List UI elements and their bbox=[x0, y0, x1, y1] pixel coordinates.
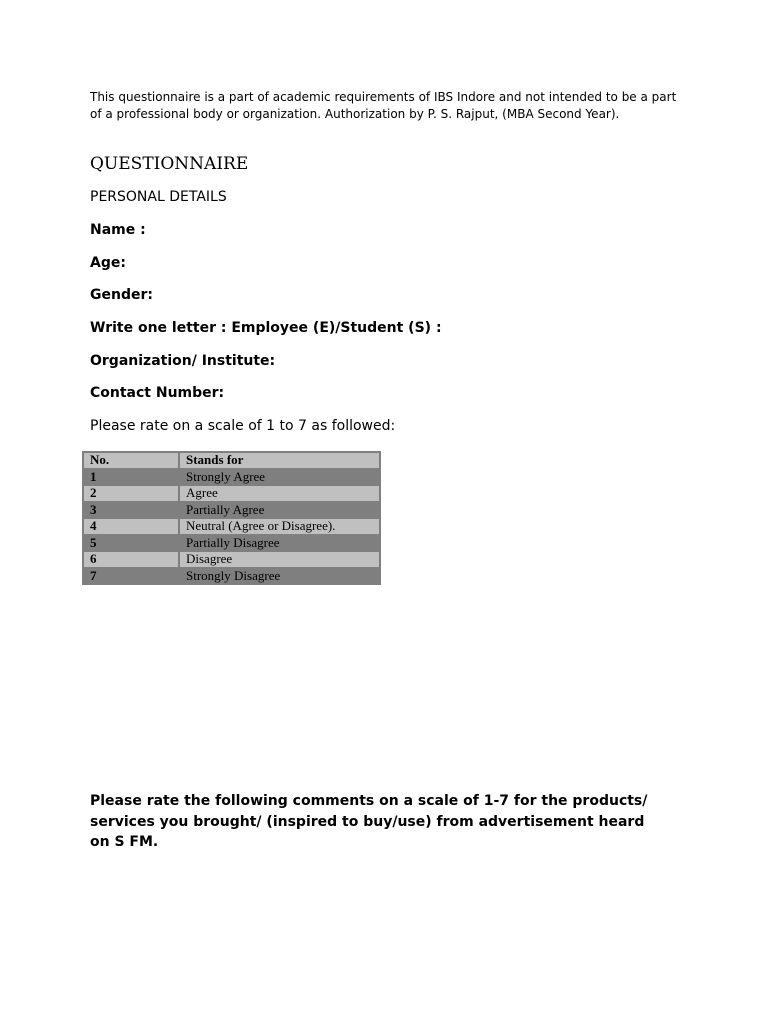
header-no: No. bbox=[84, 453, 178, 468]
row-number: 1 bbox=[84, 470, 178, 485]
rating-instruction-paragraph: Please rate the following comments on a scale of 1-7 for the products/ services you brought/ (inspired to buy/use) from advertisement heard on S FM. bbox=[90, 793, 648, 850]
name-field-label: Name : bbox=[90, 222, 146, 238]
row-number: 6 bbox=[84, 552, 178, 567]
row-meaning: Agree bbox=[180, 486, 379, 501]
age-field-label: Age: bbox=[90, 255, 126, 271]
row-meaning: Partially Agree bbox=[180, 503, 379, 518]
row-meaning: Strongly Agree bbox=[180, 470, 379, 485]
row-meaning: Disagree bbox=[180, 552, 379, 567]
row-meaning: Neutral (Agree or Disagree). bbox=[180, 519, 379, 534]
row-number: 7 bbox=[84, 569, 178, 584]
rating-scale-table bbox=[82, 451, 381, 585]
table-row bbox=[84, 536, 379, 551]
row-number: 3 bbox=[84, 503, 178, 518]
personal-details-heading: PERSONAL DETAILS bbox=[90, 189, 227, 205]
row-number: 5 bbox=[84, 536, 178, 551]
gender-field-label: Gender: bbox=[90, 287, 153, 303]
table-row bbox=[84, 552, 379, 567]
table-row bbox=[84, 470, 379, 485]
table-header-row bbox=[84, 453, 379, 468]
table-row bbox=[84, 569, 379, 584]
row-number: 4 bbox=[84, 519, 178, 534]
row-meaning: Partially Disagree bbox=[180, 536, 379, 551]
scale-instruction: Please rate on a scale of 1 to 7 as followed: bbox=[90, 418, 396, 434]
table-row bbox=[84, 519, 379, 534]
row-meaning: Strongly Disagree bbox=[180, 569, 379, 584]
organization-field-label: Organization/ Institute: bbox=[90, 353, 276, 369]
questionnaire-title: QUESTIONNAIRE bbox=[90, 154, 249, 174]
intro-paragraph: This questionnaire is a part of academic requirements of IBS Indore and not intended to be a part of a professional body or organization. Authorization by P. S. Rajput, (MBA Second Year). bbox=[90, 90, 677, 121]
row-number: 2 bbox=[84, 486, 178, 501]
contact-number-field-label: Contact Number: bbox=[90, 385, 225, 401]
table-row bbox=[84, 503, 379, 518]
occupation-field-label: Write one letter : Employee (E)/Student (S) : bbox=[90, 320, 442, 336]
header-stands-for: Stands for bbox=[180, 453, 379, 468]
table-row bbox=[84, 486, 379, 501]
